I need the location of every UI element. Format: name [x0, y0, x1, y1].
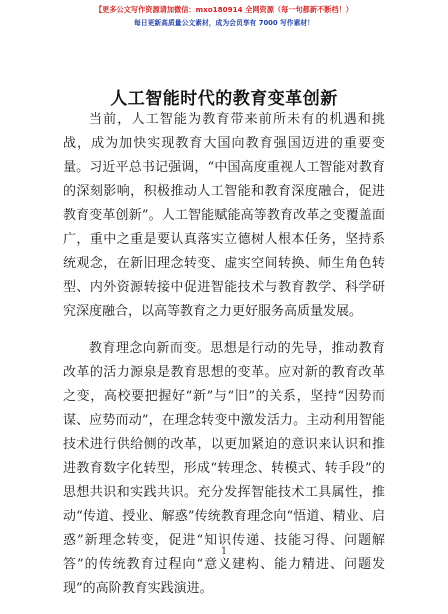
promo-banner-line-2: 每日更新高质量公文素材，成为会员享有 7000 写作素材！ [134, 19, 314, 27]
page-number: 1 [220, 546, 228, 557]
document-title: 人工智能时代的教育变革创新 [110, 89, 338, 109]
body-paragraph-2: 教育理念向新而变。思想是行动的先导，推动教育改革的活力源泉是教育思想的变革。应对新的教育改革之变，高校要把握好“新”与“旧”的关系，坚持“因势而谋、应势而动”，在理念转变中激发活力。主动利用智能技术进行供给侧的改革，以更加紧迫的意识来认识和推进教育数字化转型，形成“转理念、转模式、转手段”的思想共识和实践共识。充分发挥智能技术工具属性，推动“传道、授业、解惑”传统教育理念向“悟道、精业、启惑”新理念转变，促进“知识传递、技能习得、问题解答”的传统教育过程向“意义建构、能力精进、问题发现”的高阶教育实践演进。 [63, 341, 385, 596]
promo-banner-line-1: 【更多公文写作资源请加微信：mxo180914 全网资源（每一句都新不断档！） [94, 5, 353, 14]
body-paragraph-1: 当前，人工智能为教育带来前所未有的机遇和挑战，成为加快实现教育大国向教育强国迈进的重要变量。习近平总书记强调，“中国高度重视人工智能对教育的深刻影响，积极推动人工智能和教育深度融合，促进教育变革创新”。人工智能赋能高等教育改革之变覆盖面广，重中之重是要认真落实立德树人根本任务，坚持系统观念，在新旧理念转变、虚实空间转换、师生角色转型、内外资源转接中促进智能技术与教育教学、科学研究深度融合，以高等教育之力更好服务高质量发展。 [63, 112, 385, 319]
document-body [63, 108, 385, 614]
